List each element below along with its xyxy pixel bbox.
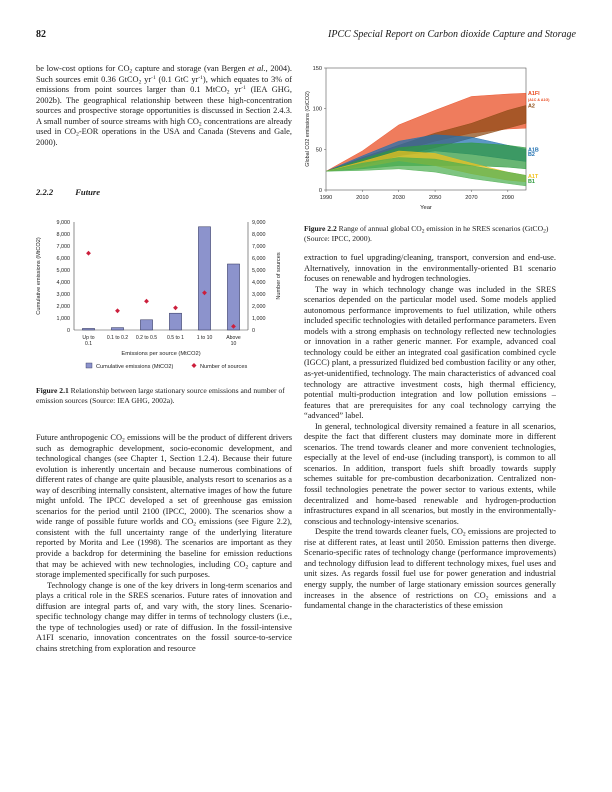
- y-tick-label: 0: [318, 188, 322, 194]
- y-axis-label-right: Number of sources: [276, 252, 282, 300]
- y-tick-label-right: 9,000: [252, 220, 266, 226]
- bar: [140, 320, 152, 330]
- section-title: Future: [75, 187, 101, 197]
- series-label: (A1C & A1G): [528, 97, 550, 102]
- series-label: B2: [528, 152, 535, 159]
- series-label: B1: [528, 179, 535, 186]
- x-tick-label: 0.5 to 1: [167, 335, 184, 341]
- legend-label: Cumulative emissions (MtCO2): [96, 364, 174, 370]
- y-tick-label-left: 7,000: [56, 244, 70, 250]
- marker-point: [144, 299, 149, 304]
- x-tick-label: 2030: [392, 195, 405, 201]
- y-tick-label-right: 1,000: [252, 316, 266, 322]
- y-tick-label-right: 4,000: [252, 280, 266, 286]
- running-title: IPCC Special Report on Carbon dioxide Capture and Storage: [328, 29, 576, 40]
- x-tick-label: 2050: [428, 195, 442, 201]
- right-column-body: [304, 253, 556, 612]
- y-tick-label-right: 7,000: [252, 244, 266, 250]
- y-tick-label-right: 0: [252, 328, 255, 334]
- bar: [198, 227, 210, 330]
- section-heading: [36, 187, 100, 197]
- legend-swatch-bars: [86, 363, 92, 368]
- x-tick-label: 10: [230, 341, 237, 348]
- figure-2-1-caption: Figure 2.1 Relationship between large stationary source emissions and number of emission sources (Source: IEA GHG, 2002a).: [36, 386, 285, 405]
- paragraph: The way in which technology change was included in the SRES scenarios depended on the particular model used. Some models applied autonomous performance improvements to fuel utilization, while others included specific technologies with detailed performance parameters. Even models with a strong emphasis on technology reflected new technologies or innovation in a rather generic manner. For example, advanced coal technology could be either an integrated coal gasification combined cycle (IGCC) plant, a pressurized fluidized bed combustion facility or any other, as-yet-unidentified, technology. The main characteristics of advanced coal technology are attractive investment costs, high thermal efficiency, potential multi-production integration and low pollution emissions – features that are prerequisites for any coal technology carrying the “advanced” label.: [304, 284, 556, 421]
- bar: [169, 313, 181, 330]
- y-tick-label-left: 2,000: [56, 304, 70, 310]
- paragraph: In general, technological diversity remained a feature in all scenarios, despite the fact that different clusters may dominate more in different scenarios. The trend towards cleaner and more convenient technologies, especially at the level of end-use (including transport), is common to all scenarios. In addition, transport fuels shift broadly towards supply schemes suitable for pre-combustion decarbonization. Centralized non-fossil technologies penetrate the power sector to various extents, while decentralized and home-based renewable and hydrogen-production infrastructures expand in all scenarios, but mostly in the environmentally-conscious and technology-intensive scenarios.: [304, 421, 556, 526]
- y-tick-label-left: 5,000: [56, 268, 70, 274]
- y-axis-label: Global CO2 emissions (GtCO2): [305, 91, 311, 167]
- left-column-body: [36, 433, 292, 654]
- x-tick-label: 0.1 to 0.2: [106, 335, 129, 341]
- x-tick-label: 1990: [319, 195, 333, 201]
- marker-point: [173, 305, 178, 310]
- y-tick-label-left: 0: [67, 328, 70, 334]
- y-tick-label-right: 5,000: [252, 268, 266, 274]
- paragraph: Future anthropogenic $CO_2$ emissions will be the product of different drivers such as demographic development, socio-economic development, and technological changes (see Chapter 1, Section 1.2.4). Because their future evolution is inherently uncertain and because numerous combinations of different rates of change are quite plausible, analysts resort to scenarios as a way of describing internally consistent, alternative images of how the future might unfold. The IPCC developed a set of greenhouse gas emission scenarios for the period until 2100 (IPCC, 2000). The scenarios show a wide range of possible future worlds and $CO_2$ emissions (see Figure 2.2), consistent with the full uncertainty range of the underlying literature reported by Morita and Lee (1998). The scenarios are important as they provide a backdrop for determining the baseline for emission reductions that may be achieved with new technologies, including $CO_2$ capture and storage implemented specifically for such purposes.: [36, 433, 292, 580]
- series-label: A1B: [528, 147, 539, 154]
- y-tick-label-right: 8,000: [252, 232, 266, 238]
- y-tick-label-right: 6,000: [252, 256, 266, 262]
- x-axis-label: Year: [420, 205, 432, 211]
- x-tick-label: 2090: [501, 195, 515, 201]
- y-tick-label-right: 3,000: [252, 292, 266, 298]
- x-tick-label: 1 to 10: [196, 335, 213, 341]
- page-number: 82: [36, 29, 46, 40]
- figure-2-2-caption: Figure 2.2 Range of annual global $CO_2$ emission in he SRES scenarios (GtCO$_2$) (Source: IPCC, 2000).: [304, 224, 549, 243]
- bar: [82, 328, 94, 330]
- x-tick-label: 2070: [465, 195, 478, 201]
- y-tick-label: 150: [312, 66, 322, 72]
- y-tick-label: 50: [315, 147, 322, 154]
- paragraph: Despite the trend towards cleaner fuels, $CO_2$ emissions are projected to rise at different rates, at least until 2050. Emission patterns then diverge. Scenario-specific rates of technology change (performance improvements) and technology diffusion lead to different technology mixes, fuel uses and unit sizes. As regards fossil fuel use for power generation and industrial energy supply, the number of large stationary emission sources generally increases in the absence of restrictions on $CO_2$ emissions and a fundamental change in the characteristics of these emission: [304, 527, 556, 611]
- y-tick-label-left: 1,000: [56, 316, 70, 322]
- marker-point: [115, 308, 120, 313]
- y-tick-label-left: 8,000: [56, 232, 70, 238]
- x-tick-label: Above: [226, 335, 241, 341]
- y-tick-label-left: 6,000: [56, 256, 70, 262]
- figure-2-1-chart: [30, 212, 296, 384]
- marker-point: [86, 251, 91, 256]
- y-tick-label-left: 9,000: [56, 220, 70, 226]
- intro-paragraph: be low-cost options for $CO_2$ capture and storage (van Bergen et al., 2004). Such sources emit 0.36 GtCO$_2$ $yr^{-1}$ (0.1 GtC $yr^{-1}$), which equates to 3% of emissions from point sources larger than 0.1 MtCO$_2$ $yr^{-1}$ (IEA GHG, 2002b). The geographical relationship between these high-concentration sources and prospective storage opportunities is discussed in Section 2.4.3. A small number of source streams with high $CO_2$ concentrations are already used in $CO_2$-EOR operations in the USA and Canada (Stevens and Gale, 2000).: [36, 64, 293, 147]
- x-axis-label: Emissions per source (MtCO2): [121, 351, 201, 357]
- x-tick-label: Up to: [82, 335, 95, 341]
- series-label: A2: [528, 103, 535, 110]
- bar: [227, 264, 239, 330]
- paragraph: Technology change is one of the key drivers in long-term scenarios and plays a critical role in the SRES scenarios. Future rates of innovation and diffusion are integral parts of, and vary with, the story lines. Scenario-specific technology change may differ in terms of technology clusters (i.e., the type of technologies used) or rate of diffusion. In the fossil-intensive A1FI scenario, innovation concentrates on the fossil source-to-service chains stretching from exploration and resource: [36, 580, 292, 653]
- figure-2-2-chart: [300, 60, 562, 220]
- legend-swatch-marker: [192, 363, 197, 368]
- x-tick-label: 2010: [356, 195, 369, 201]
- x-tick-label: 0.2 to 0.5: [135, 335, 158, 341]
- y-tick-label-right: 2,000: [252, 304, 266, 310]
- x-tick-label: 0.1: [84, 341, 93, 348]
- section-number: 2.2.2: [36, 187, 54, 197]
- y-tick-label-left: 4,000: [56, 280, 70, 286]
- series-label: A1T: [528, 174, 539, 181]
- y-axis-label-left: Cumulative emissions (MtCO2): [36, 237, 42, 315]
- y-tick-label-left: 3,000: [56, 292, 70, 298]
- legend-label: Number of sources: [200, 364, 248, 370]
- y-tick-label: 100: [312, 106, 322, 113]
- bar: [111, 328, 123, 330]
- series-label: A1FI: [528, 91, 540, 98]
- paragraph: extraction to fuel upgrading/cleaning, transport, conversion and end-use. Alternatively, innovation in the environmentally-oriented B1 scenario focuses on renewable and hydrogen technologies.: [304, 253, 556, 284]
